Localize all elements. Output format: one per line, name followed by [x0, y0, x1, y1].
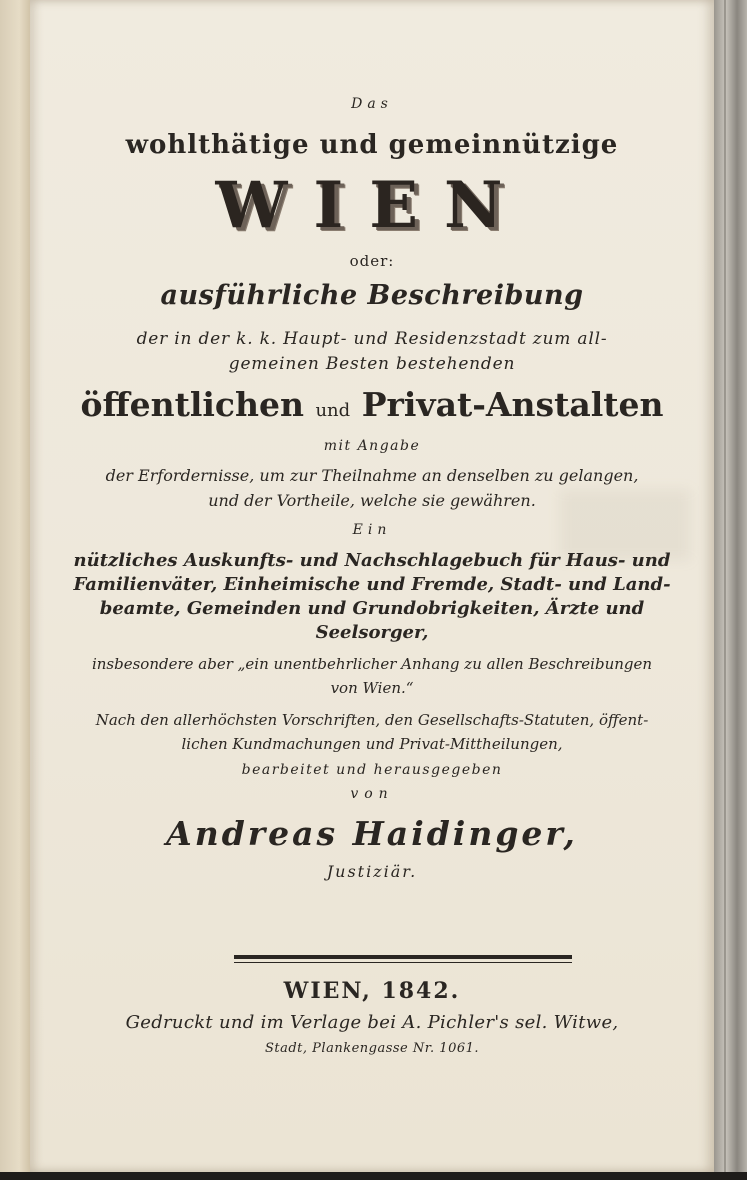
heading-anstalten [30, 385, 714, 424]
place-year: WIEN, 1842. [283, 978, 461, 1004]
insbesondere-line-2: von Wien.“ [330, 679, 414, 697]
nachschlagebuch-line-3: beamte, Gemeinden und Grundobrigkeiten, Ärzte und [99, 598, 645, 619]
main-title: WIEN [215, 168, 529, 243]
scan-bottom-edge [0, 1172, 747, 1180]
printer-address: Stadt, Plankengasse Nr. 1061. [264, 1041, 480, 1056]
heading-anstalten-part-2: Privat-Anstalten [361, 385, 664, 424]
author-title: Justiziär. [326, 862, 418, 881]
imprint-rule-thick [234, 955, 572, 959]
ein-label: Ein [352, 522, 392, 538]
heading-beschreibung: ausführliche Beschreibung [160, 280, 584, 311]
nachschlagebuch-line-2: Familienväter, Einheimische und Fremde, Stadt- und Land- [73, 574, 671, 595]
imprint-rule-thin [234, 962, 572, 963]
printer-line: Gedruckt und im Verlage bei A. Pichler's sel. Witwe, [125, 1012, 619, 1033]
nachschlagebuch-line-4: Seelsorger, [315, 622, 429, 643]
nachschlagebuch-line-1: nützliches Auskunfts- und Nachschlagebuch für Haus- und [73, 550, 671, 571]
mit-angabe: mit Angabe [323, 438, 421, 454]
author-name: Andreas Haidinger, [166, 814, 578, 853]
insbesondere-line-1: insbesondere aber „ein unentbehrlicher Anhang zu allen Beschreibungen [91, 655, 653, 673]
book-edge [714, 0, 747, 1175]
previous-page-edge [0, 0, 33, 1175]
heading-anstalten-part-1: öffentlichen [80, 385, 304, 424]
title-subtitle: wohlthätige und gemeinnützige [125, 130, 619, 160]
bearbeitet-label: bearbeitet und herausgegeben [241, 762, 503, 778]
title-oder: oder: [349, 252, 395, 270]
vorschriften-line-1: Nach den allerhöchsten Vorschriften, den Gesellschafts-Statuten, öffent- [95, 711, 649, 729]
description-line-1: der in der k. k. Haupt- und Residenzstadt zum all- [136, 329, 608, 349]
heading-anstalten-und: und [315, 400, 351, 421]
erfordernisse-line-1: der Erfordernisse, um zur Theilnahme an denselben zu gelangen, [105, 466, 639, 485]
title-das: Das [351, 96, 393, 112]
vorschriften-line-2: lichen Kundmachungen und Privat-Mittheilungen, [181, 735, 563, 753]
description-line-2: gemeinen Besten bestehenden [228, 354, 516, 374]
erfordernisse-line-2: und der Vortheile, welche sie gewähren. [208, 491, 536, 510]
von-label: von [350, 786, 394, 802]
